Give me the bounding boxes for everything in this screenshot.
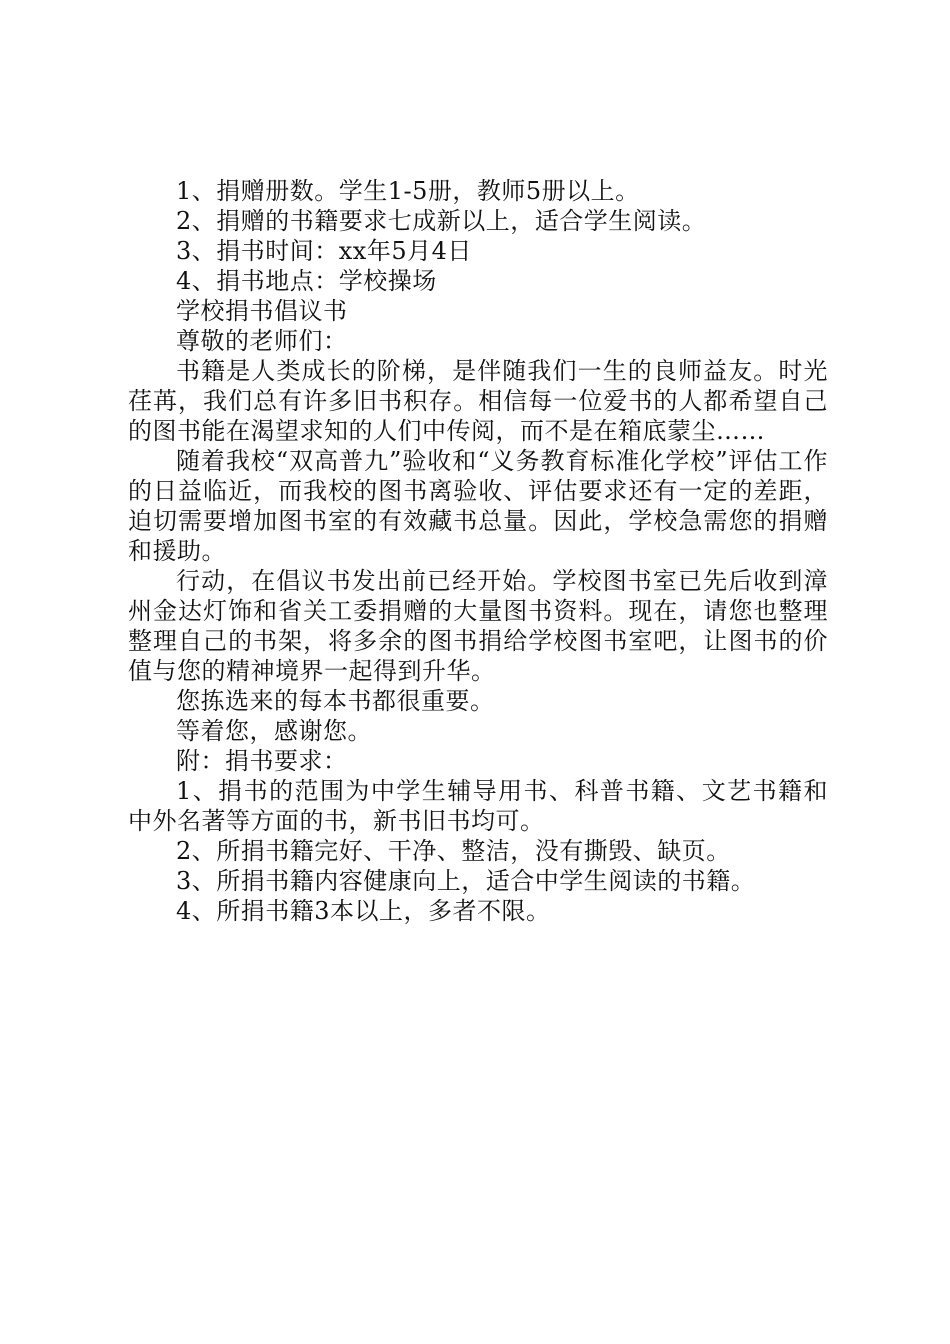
requirement-content: 3、所捐书籍内容健康向上，适合中学生阅读的书籍。 [176, 867, 756, 895]
document-body [128, 176, 828, 926]
requirement-scope: 1、捐书的范围为中学生辅导用书、科普书籍、文艺书籍和中外名著等方面的书，新书旧书均可。 [128, 777, 828, 835]
paragraph-donation-quantity: 1、捐赠册数。学生1-5册，教师5册以上。 [176, 177, 640, 205]
paragraph-books-intro: 书籍是人类成长的阶梯，是伴随我们一生的良师益友。时光荏苒，我们总有许多旧书积存。相信每一位爱书的人都希望自己的图书能在渴望求知的人们中传阅，而不是在箱底蒙尘…… [128, 357, 828, 445]
paragraph-donation-time: 3、捐书时间：xx年5月4日 [176, 237, 472, 265]
paragraph-action: 行动，在倡议书发出前已经开始。学校图书室已先后收到漳州金达灯饰和省关工委捐赠的大量图书资料。现在，请您也整理整理自己的书架，将多余的图书捐给学校图书室吧，让图书的价值与您的精神境界一起得到升华。 [128, 567, 828, 685]
requirement-quantity: 4、所捐书籍3本以上，多者不限。 [176, 897, 551, 925]
section-title: 学校捐书倡议书 [176, 297, 348, 325]
paragraph-school-need: 随着我校“双高普九”验收和“义务教育标准化学校”评估工作的日益临近，而我校的图书离验收、评估要求还有一定的差距，迫切需要增加图书室的有效藏书总量。因此，学校急需您的捐赠和援助。 [128, 447, 828, 565]
paragraph-donation-location: 4、捐书地点：学校操场 [176, 267, 437, 295]
appendix-heading: 附：捐书要求： [176, 747, 348, 775]
paragraph-thanks: 等着您，感谢您。 [176, 717, 372, 745]
paragraph-importance: 您拣选来的每本书都很重要。 [176, 687, 495, 715]
requirement-condition: 2、所捐书籍完好、干净、整洁，没有撕毁、缺页。 [176, 837, 731, 865]
paragraph-book-condition: 2、捐赠的书籍要求七成新以上，适合学生阅读。 [176, 207, 707, 235]
salutation: 尊敬的老师们： [176, 327, 348, 355]
